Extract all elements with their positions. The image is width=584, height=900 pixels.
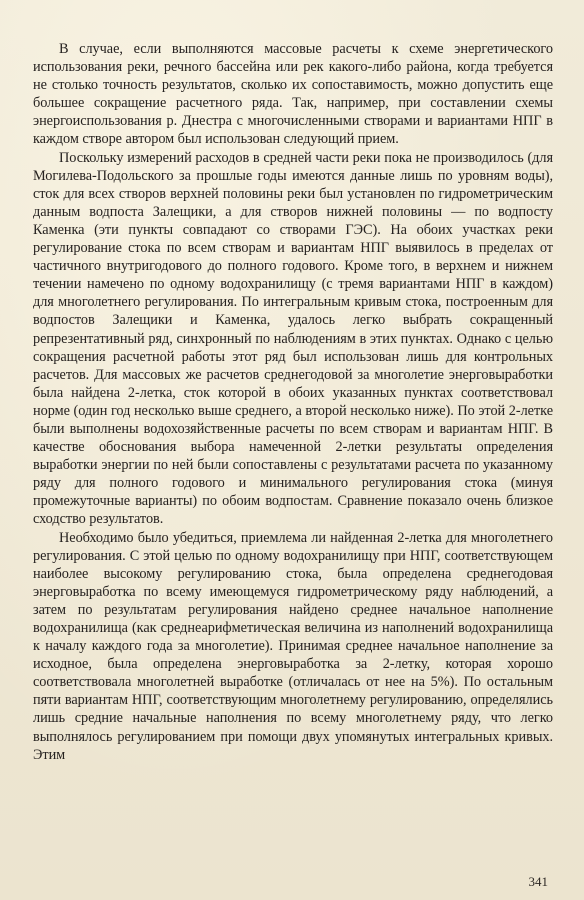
page-number: 341	[528, 874, 548, 889]
paragraph-1: В случае, если выполняются массовые расчеты к схеме энергетического использования реки, речного бассейна или рек какого-либо района, когда требуется не столько точность результатов, сколько их сопоставимость, можно допустить еще большее сокращение расчетного ряда. Так, например, при составлении схемы энергоиспользования р. Днестра с многочисленными створами и вариантами НПГ в каждом створе автором был использован следующий прием.	[33, 41, 553, 148]
body-text	[33, 40, 553, 764]
paragraph-3: Необходимо было убедиться, приемлема ли найденная 2-летка для многолетнего регулирования. С этой целью по одному водохранилищу при НПГ, соответствующем наиболее высокому регулированию стока, была определена среднегодовая энерговыработка по всему имеющемуся гидрометрическому ряду наблюдений, а затем по результатам регулирования найдено среднее начальное наполнение водохранилища (как среднеарифметическая величина из наполнений водохранилища к началу каждого года за многолетие). Принимая среднее начальное наполнение за исходное, была определена энерговыработка за 2-летку, которая хорошо соответствовала многолетней выработке (отличалась от нее на 5%). По остальным пяти вариантам НПГ, соответствующим многолетнему регулированию, определялись лишь средние начальные наполнения по всему многолетнему ряду, что легко выполнялось регулированием при помощи двух упомянутых интегральных кривых. Этим	[33, 529, 553, 763]
paragraph-2: Поскольку измерений расходов в средней части реки пока не производилось (для Могилева-Подольского за прошлые годы имеются данные лишь по уровням воды), сток для всех створов верхней половины реки был установлен по гидрометрическим данным водпоста Залещики, а для створов нижней половины — по водпосту Каменка (эти пункты совпадают со створами ГЭС). На обоих участках реки регулирование стока по всем створам и вариантам НПГ выявилось в пределах от частичного внутригодового до полного годового. Кроме того, в верхнем и нижнем течении намечено по одному водохранилищу (с тремя вариантами НПГ в каждом) для многолетнего регулирования. По интегральным кривым стока, построенным для водпостов Залещики и Каменка, удалось легко выбрать сокращенный репрезентативный ряд, синхронный по наблюдениям в этих пунктах. Однако с целью сокращения расчетной работы этот ряд был использован лишь для контрольных расчетов. Для массовых же расчетов среднегодовой за многолетие энерговыработки была найдена 2-летка, сток которой в обоих указанных пунктах соответствовал норме (один год несколько выше среднего, а второй несколько ниже). По этой 2-летке были выполнены водохозяйственные расчеты по всем створам и вариантам НПГ. В качестве обоснования выбора намеченной 2-летки результаты определения выработки энергии по ней были сопоставлены с результатами расчета по указанному ряду для полного годового и минимального регулирования стока (минуя промежуточные варианты) по обоим водпостам. Сравнение показало очень близкое сходство результатов.	[33, 149, 553, 528]
